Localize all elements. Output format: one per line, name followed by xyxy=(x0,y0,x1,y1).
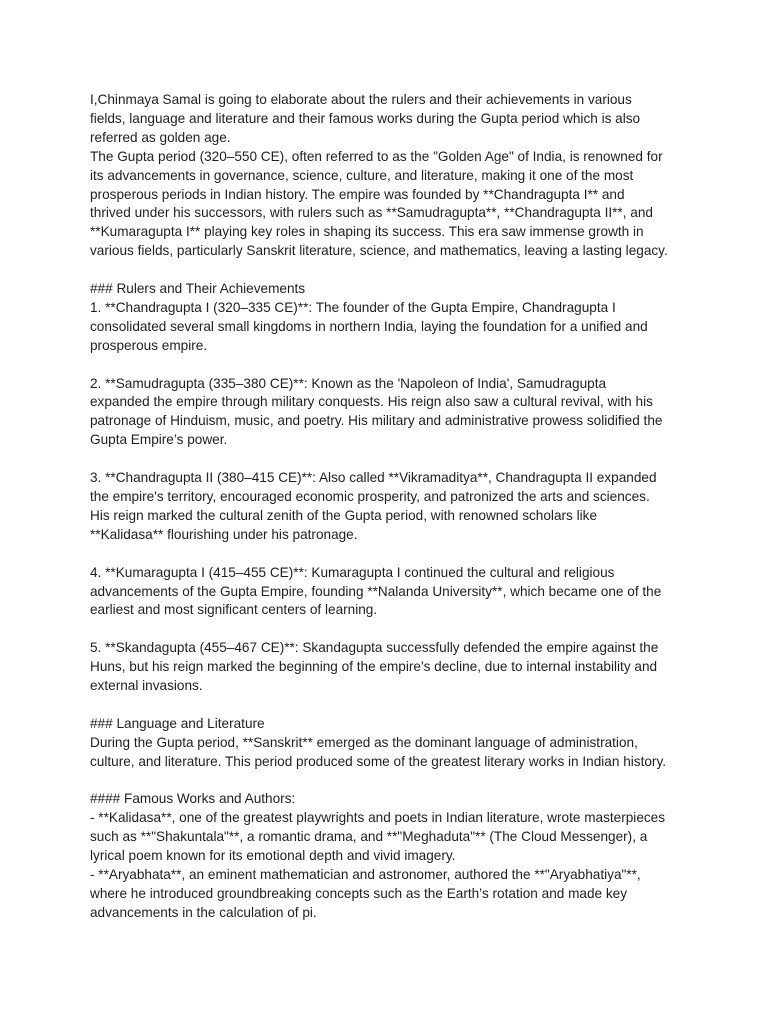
text-line: ### Language and Literature xyxy=(90,715,265,731)
text-line xyxy=(90,356,690,375)
text-line: - **Aryabhata**, an eminent mathematician and astronomer, authored the **"Aryabhatiya"**, xyxy=(90,867,641,883)
text-line xyxy=(90,772,690,791)
text-line xyxy=(90,261,690,280)
text-line: where he introduced groundbreaking concepts such as the Earth’s rotation and made key xyxy=(90,885,628,901)
text-line: lyrical poem known for its emotional depth and vivid imagery. xyxy=(90,848,456,864)
text-line: advancements of the Gupta Empire, founding **Nalanda University**, which became one of the xyxy=(90,583,662,599)
text-line: #### Famous Works and Authors: xyxy=(90,791,296,807)
text-line: 3. **Chandragupta II (380–415 CE)**: Also called **Vikramaditya**, Chandragupta II expanded xyxy=(90,470,657,486)
text-line: Huns, but his reign marked the beginning of the empire's decline, due to internal instability and xyxy=(90,659,658,675)
text-line: patronage of Hinduism, music, and poetry. His military and administrative prowess solidified the xyxy=(90,413,663,429)
text-line: culture, and literature. This period produced some of the greatest literary works in Indian history. xyxy=(90,753,667,769)
text-line: During the Gupta period, **Sanskrit** emerged as the dominant language of administration, xyxy=(90,734,638,750)
text-line: consolidated several small kingdoms in northern India, laying the foundation for a unified and xyxy=(90,318,648,334)
text-line: the empire's territory, encouraged economic prosperity, and patronized the arts and sciences. xyxy=(90,488,650,504)
text-line: such as **"Shakuntala"**, a romantic drama, and **"Meghaduta"** (The Cloud Messenger), a xyxy=(90,829,648,845)
text-line xyxy=(90,696,690,715)
text-line: 5. **Skandagupta (455–467 CE)**: Skandagupta successfully defended the empire against the xyxy=(90,640,659,656)
text-line: ### Rulers and Their Achievements xyxy=(90,281,306,297)
text-line: earliest and most significant centers of learning. xyxy=(90,602,378,618)
text-line: 4. **Kumaragupta I (415–455 CE)**: Kumaragupta I continued the cultural and religious xyxy=(90,564,615,580)
text-line: fields, language and literature and their famous works during the Gupta period which is also xyxy=(90,110,641,126)
text-line: **Kalidasa** flourishing under his patronage. xyxy=(90,526,358,542)
text-line: advancements in the calculation of pi. xyxy=(90,904,317,920)
text-line xyxy=(90,450,690,469)
document-page xyxy=(90,91,690,923)
text-line: its advancements in governance, science, culture, and literature, making it one of the most xyxy=(90,167,634,183)
text-line: I,Chinmaya Samal is going to elaborate about the rulers and their achievements in various xyxy=(90,92,632,107)
text-line: various fields, particularly Sanskrit literature, science, and mathematics, leaving a lasting legacy. xyxy=(90,243,668,259)
text-line: The Gupta period (320–550 CE), often referred to as the "Golden Age" of India, is renowned for xyxy=(90,148,663,164)
text-line: 1. **Chandragupta I (320–335 CE)**: The founder of the Gupta Empire, Chandragupta I xyxy=(90,299,616,315)
text-line: expanded the empire through military conquests. His reign also saw a cultural revival, with his xyxy=(90,394,653,410)
text-line: Gupta Empire’s power. xyxy=(90,432,228,448)
text-line xyxy=(90,545,690,564)
text-line: His reign marked the cultural zenith of the Gupta period, with renowned scholars like xyxy=(90,507,598,523)
text-line: referred as golden age. xyxy=(90,129,231,145)
text-line: prosperous periods in Indian history. The empire was founded by **Chandragupta I** and xyxy=(90,186,625,202)
text-line: - **Kalidasa**, one of the greatest playwrights and poets in Indian literature, wrote masterpieces xyxy=(90,810,666,826)
text-line: prosperous empire. xyxy=(90,337,208,353)
text-line: **Kumaragupta I** playing key roles in shaping its success. This era saw immense growth in xyxy=(90,224,644,240)
text-line xyxy=(90,620,690,639)
text-line: thrived under his successors, with rulers such as **Samudragupta**, **Chandragupta II**, and xyxy=(90,205,653,221)
text-line: external invasions. xyxy=(90,678,203,694)
text-line: 2. **Samudragupta (335–380 CE)**: Known as the 'Napoleon of India', Samudragupta xyxy=(90,375,607,391)
